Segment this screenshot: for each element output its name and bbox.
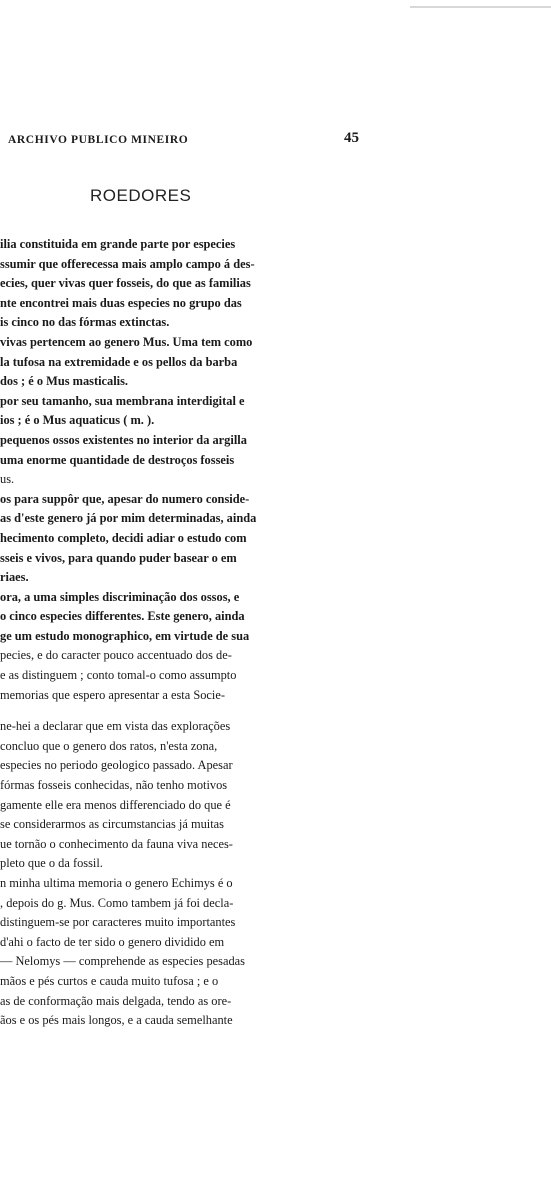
text-line: ssumir que offerecessa mais amplo campo á des- <box>0 256 255 271</box>
text-line: distinguem-se por caracteres muito importantes <box>0 915 236 930</box>
text-line: as de conformação mais delgada, tendo as ore- <box>0 993 232 1008</box>
text-line: ios ; é o Mus aquaticus ( m. ). <box>0 413 155 428</box>
text-line: is cinco no das fórmas extinctas. <box>0 315 170 330</box>
text-line: d'ahi o facto de ter sido o genero dividido em <box>0 934 225 949</box>
text-line: gamente elle era menos differenciado do que é <box>0 797 231 812</box>
text-line: sseis e vivos, para quando puder basear o em <box>0 550 237 565</box>
text-line: vivas pertencem ao genero Mus. Uma tem como <box>0 334 253 349</box>
text-line: se considerarmos as circumstancias já muitas <box>0 817 224 832</box>
text-line: o cinco especies differentes. Este genero, ainda <box>0 609 245 624</box>
page-number: 45 <box>344 130 359 146</box>
text-line: as d'este genero já por mim determinadas, ainda <box>0 511 257 526</box>
text-line: ue tornão o conhecimento da fauna viva neces- <box>0 836 233 851</box>
text-line: , depois do g. Mus. Como tambem já foi decla- <box>0 895 234 910</box>
text-line: n minha ultima memoria o genero Echimys é o <box>0 876 233 890</box>
section-title: ROEDORES <box>90 186 192 205</box>
text-line: us. <box>0 472 15 487</box>
text-line: uma enorme quantidade de destroços fosseis <box>0 452 235 467</box>
text-line: dos ; é o Mus masticalis. <box>0 374 129 389</box>
text-line: mãos e pés curtos e cauda muito tufosa ; e o <box>0 973 219 988</box>
text-line: pequenos ossos existentes no interior da argilla <box>0 432 247 447</box>
text-line: fórmas fosseis conhecidas, não tenho motivos <box>0 778 228 793</box>
text-line: memorias que espero apresentar a esta Socie- <box>0 687 225 702</box>
text-line: e as distinguem ; conto tomal-o como assumpto <box>0 668 237 683</box>
text-line: ãos e os pés mais longos, e a cauda semelhante <box>0 1013 233 1028</box>
text-line: ecies, quer vivas quer fosseis, do que as familias <box>0 276 251 291</box>
text-line: ilia constituida em grande parte por especies <box>0 237 236 251</box>
header-title: ARCHIVO PUBLICO MINEIRO <box>8 134 189 146</box>
text-line: pleto que o da fossil. <box>0 856 103 871</box>
text-line: hecimento completo, decidi adiar o estudo com <box>0 530 247 545</box>
text-line: riaes. <box>0 570 29 585</box>
text-line: os para suppôr que, apesar do numero conside- <box>0 491 250 506</box>
text-line: — Nelomys — comprehende as especies pesadas <box>0 954 245 969</box>
text-line: ne-hei a declarar que em vista das explorações <box>0 719 231 734</box>
text-line: concluo que o genero dos ratos, n'esta zona, <box>0 738 218 753</box>
running-header <box>4 130 364 150</box>
text-line: la tufosa na extremidade e os pellos da barba <box>0 354 238 369</box>
text-line: nte encontrei mais duas especies no grupo das <box>0 295 242 310</box>
text-line: ge um estudo monographico, em virtude de sua <box>0 628 250 643</box>
text-line: pecies, e do caracter pouco accentuado dos de- <box>0 648 232 663</box>
text-line: por seu tamanho, sua membrana interdigital e <box>0 393 245 408</box>
body-text <box>0 235 365 1031</box>
text-line: ora, a uma simples discriminação dos ossos, e <box>0 589 240 604</box>
text-line: especies no periodo geologico passado. Apesar <box>0 758 233 773</box>
